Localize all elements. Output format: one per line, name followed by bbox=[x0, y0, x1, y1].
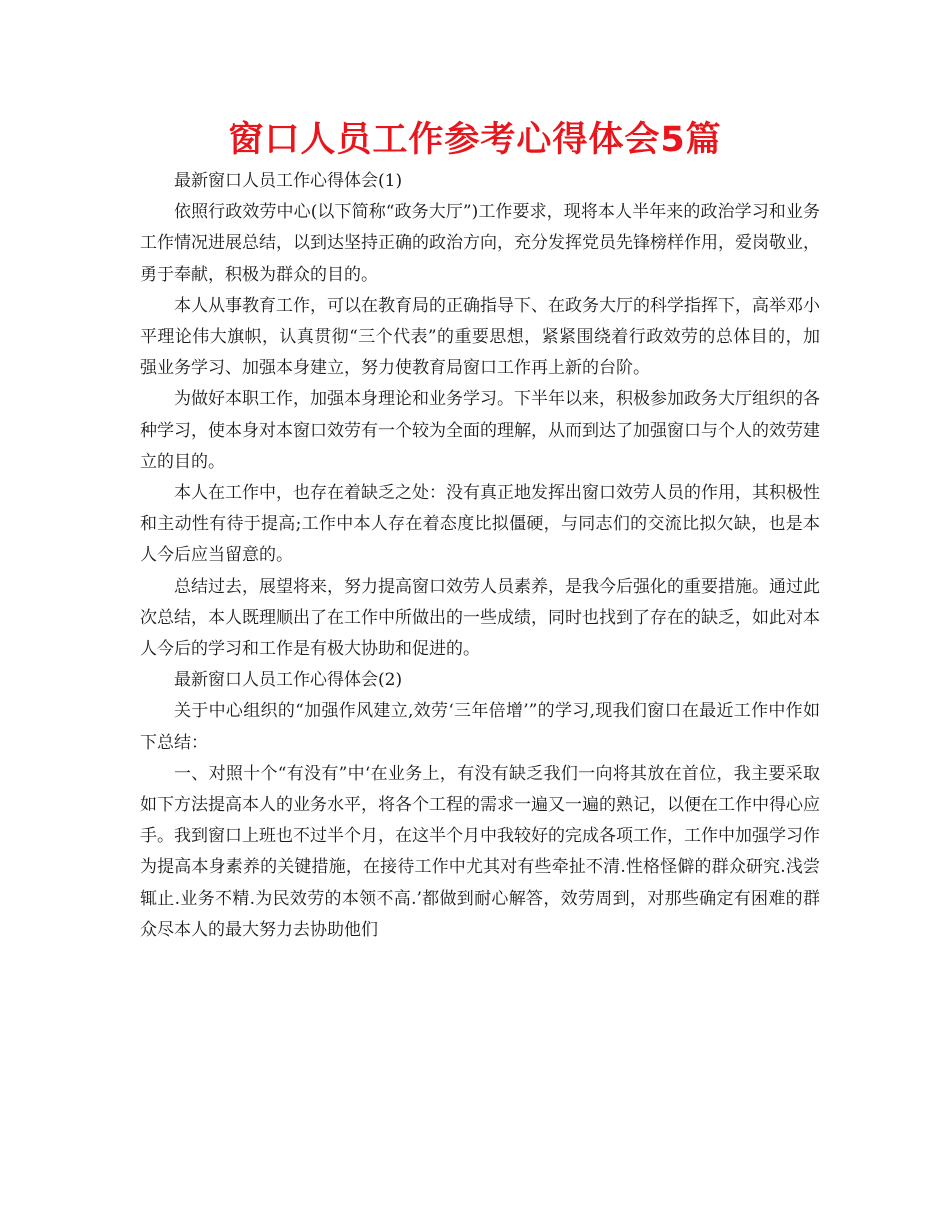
paragraph: 依照行政效劳中心(以下简称“政务大厅”)工作要求，现将本人半年来的政治学习和业务工作情况进展总结，以到达坚持正确的政治方向，充分发挥党员先锋榜样作用，爱岗敬业，勇于奉献，积极为群众的目的。 bbox=[140, 202, 820, 285]
paragraph: 总结过去，展望将来，努力提高窗口效劳人员素养，是我今后强化的重要措施。通过此次总结，本人既理顺出了在工作中所做出的一些成绩，同时也找到了存在的缺乏，如此对本人今后的学习和工作是有极大协助和促进的。 bbox=[140, 576, 820, 660]
paragraph: 为做好本职工作，加强本身理论和业务学习。下半年以来，积极参加政务大厅组织的各种学习，使本身对本窗口效劳有一个较为全面的理解，从而到达了加强窗口与个人的效劳建立的目的。 bbox=[140, 389, 820, 472]
paragraph: 关于中心组织的“加强作风建立,效劳‘三年倍增’”的学习,现我们窗口在最近工作中作如下总结： bbox=[140, 701, 820, 753]
document-body bbox=[140, 166, 820, 946]
section-heading: 最新窗口人员工作心得体会(2) bbox=[174, 670, 403, 691]
paragraph: 本人在工作中，也存在着缺乏之处：没有真正地发挥出窗口效劳人员的作用，其积极性和主动性有待于提高;工作中本人存在着态度比拟僵硬，与同志们的交流比拟欠缺，也是本人今后应当留意的。 bbox=[140, 483, 820, 566]
section-heading: 最新窗口人员工作心得体会(1) bbox=[174, 171, 403, 191]
document-title: 窗口人员工作参考心得体会5篇 bbox=[228, 120, 722, 160]
paragraph: 一、对照十个“有没有”中‘在业务上，有没有缺乏我们一向将其放在首位，我主要采取如下方法提高本人的业务水平，将各个工程的需求一遍又一遍的熟记，以便在工作中得心应手。我到窗口上班也不过半个月，在这半个月中我较好的完成各项工作，工作中加强学习作为提高本身素养的关键措施，在接待工作中尤其对有些牵扯不清.性格怪僻的群众研究.浅尝辄止.业务不精.为民效劳的本领不高.’都做到耐心解答，效劳周到，对那些确定有困难的群众尽本人的最大努力去协助他们 bbox=[140, 763, 820, 940]
paragraph: 本人从事教育工作，可以在教育局的正确指导下、在政务大厅的科学指挥下，高举邓小平理论伟大旗帜，认真贯彻“三个代表”的重要思想，紧紧围绕着行政效劳的总体目的，加强业务学习、加强本身建立，努力使教育局窗口工作再上新的台阶。 bbox=[140, 295, 820, 379]
